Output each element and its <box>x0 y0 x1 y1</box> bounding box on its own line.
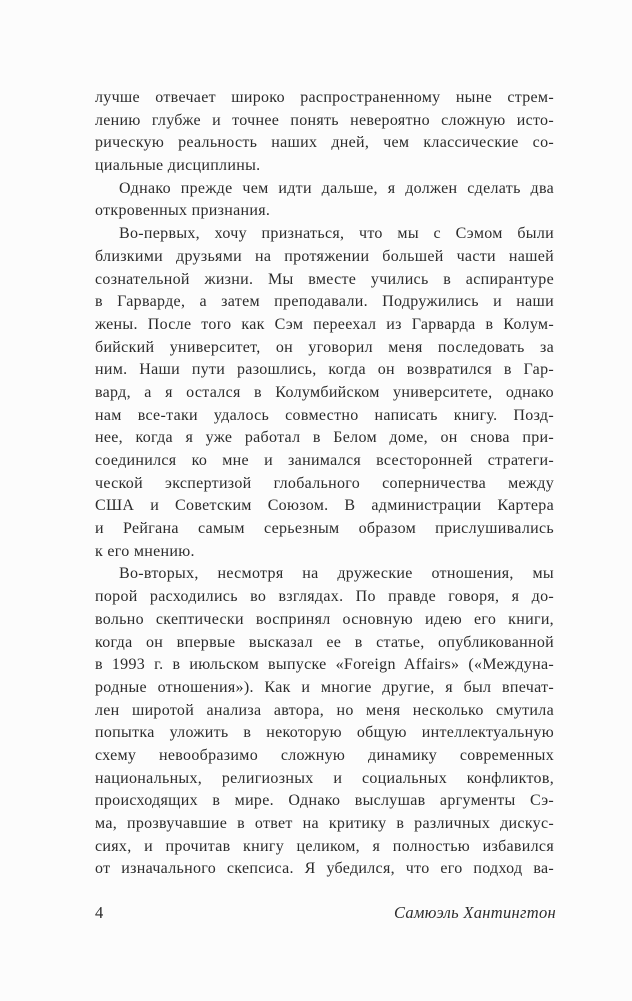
text-line: США и Советским Союзом. В администрации Картера <box>95 497 554 515</box>
page-footer <box>95 903 556 923</box>
text-line: циальные дисциплины. <box>95 157 261 175</box>
text-line: близкими друзьями на протяжении большей части нашей <box>95 247 554 265</box>
paragraph <box>95 178 554 223</box>
text-line: сиях, и прочитав книгу целиком, я полностью избавился <box>95 837 554 855</box>
text-line: ма, прозвучавшие в ответ на критику в различных дискус- <box>95 815 554 832</box>
text-line: Однако прежде чем идти дальше, я должен сделать два <box>119 179 554 197</box>
text-line: лучше отвечает широко распространенному ныне стрем- <box>95 89 554 106</box>
text-line: вард, а я остался в Колумбийском университете, однако <box>95 383 554 401</box>
text-line: ним. Наши пути разошлись, когда он возвратился в Гар- <box>95 361 554 379</box>
text-line: Во-вторых, несмотря на дружеские отношения, мы <box>119 565 554 583</box>
text-line: лен широтой анализа автора, но меня несколько смутила <box>95 701 554 719</box>
text-line: когда он впервые высказал ее в статье, опубликованной <box>95 633 554 651</box>
text-line: национальных, религиозных и социальных конфликтов, <box>95 769 554 787</box>
text-line: к его мнению. <box>95 542 195 560</box>
text-line: в Гарварде, а затем преподавали. Подружились и наши <box>95 293 554 311</box>
text-line: родные отношения»). Как и многие другие, я был впечат- <box>95 678 554 696</box>
text-line: в 1993 г. в июльском выпуске «Foreign Affairs» («Междуна- <box>95 656 554 674</box>
text-line: нее, когда я уже работал в Белом доме, он снова при- <box>95 429 554 447</box>
text-line: происходящих в мире. Однако выслушав аргументы Сэ- <box>95 792 554 810</box>
text-line: откровенных признания. <box>95 202 271 220</box>
text-line: рическую реальность наших дней, чем классические со- <box>95 134 554 152</box>
text-line: попытка уложить в некоторую общую интеллектуальную <box>95 724 554 742</box>
text-block <box>95 87 554 881</box>
text-line: вольно скептически воспринял основную идею его книги, <box>95 610 554 628</box>
text-line: от изначального скепсиса. Я убедился, что его подход ва- <box>95 860 554 878</box>
text-line: лению глубже и точнее понять невероятно сложную исто- <box>95 111 554 129</box>
text-line: нам все-таки удалось совместно написать книгу. Позд- <box>95 406 554 424</box>
text-line: порой расходились во взглядах. По правде говоря, я до- <box>95 588 554 606</box>
paragraph <box>95 563 554 881</box>
running-title-author: Самюэль Хантингтон <box>393 903 556 922</box>
text-line: и Рейгана самым серьезным образом прислушивались <box>95 520 554 538</box>
text-line: жены. После того как Сэм переехал из Гарварда в Колум- <box>95 315 554 333</box>
text-line: бийский университет, он уговорил меня последовать за <box>95 338 554 356</box>
paragraph <box>95 87 554 178</box>
page-number: 4 <box>95 903 104 922</box>
text-line: сознательной жизни. Мы вместе учились в аспирантуре <box>95 270 554 288</box>
text-line: соединился ко мне и занимался всесторонней стратеги- <box>95 452 554 469</box>
text-line: Во-первых, хочу признаться, что мы с Сэмом были <box>119 225 554 243</box>
paragraph <box>95 223 554 563</box>
text-line: ческой экспертизой глобального соперничества между <box>95 474 554 492</box>
text-line: схему невообразимо сложную динамику современных <box>95 746 554 764</box>
